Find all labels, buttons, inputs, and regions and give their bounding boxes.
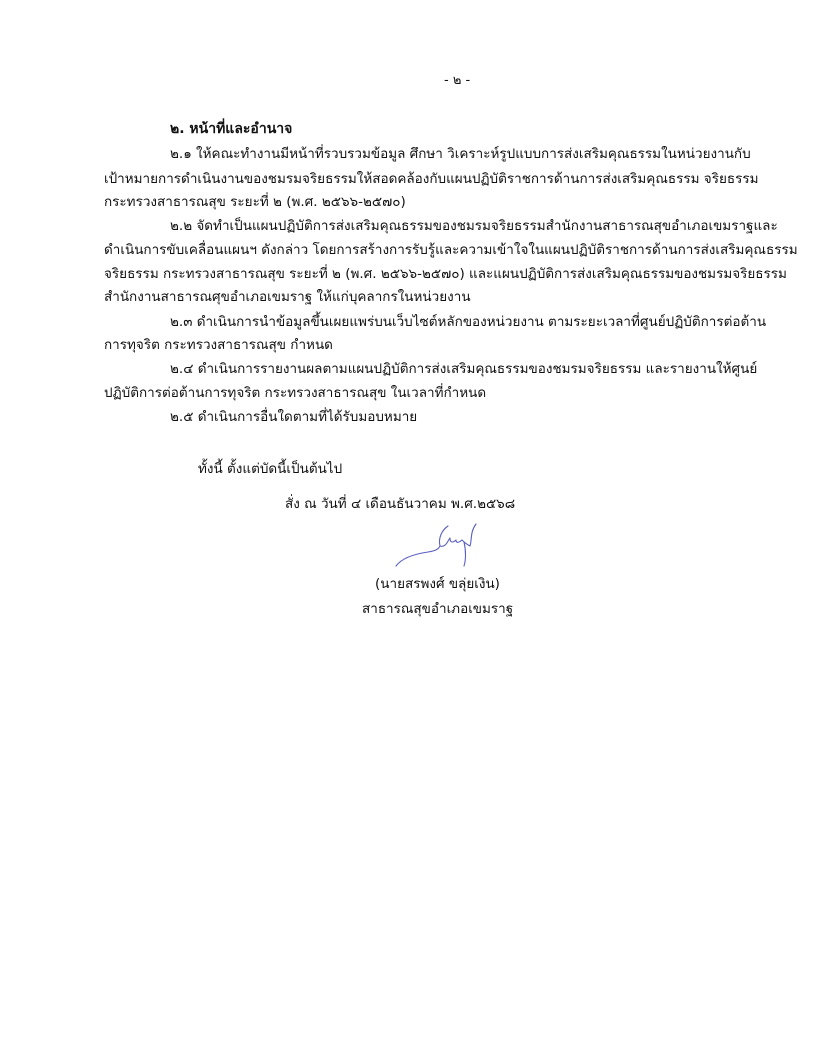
item-2-2-line-4: สำนักงานสาธารณศุขอำเภอเขมราฐ ให้แก่บุคลากรในหน่วยงาน xyxy=(104,289,471,305)
item-2-2-line-3: จริยธรรม กระทรวงสาธารณสุข ระยะที่ ๒ (พ.ศ. ๒๕๖๖-๒๕๗๐) และแผนปฏิบัติการส่งเสริมคุณธรรมของชมรมจริยธรรม xyxy=(104,266,787,282)
item-2-5-line-1: ๒.๕ ดำเนินการอื่นใดตามที่ได้รับมอบหมาย xyxy=(170,409,418,425)
item-2-4-line-2: ปฏิบัติการต่อต้านการทุจริต กระทรวงสาธารณสุข ในเวลาที่กำหนด xyxy=(104,385,487,401)
section-title: ๒. หน้าที่และอำนาจ xyxy=(170,121,293,137)
closing-statement: ทั้งนี้ ตั้งแต่บัดนี้เป็นต้นไป xyxy=(198,461,343,477)
page-number: - ๒ - xyxy=(444,73,471,88)
item-2-2-line-1: ๒.๒ จัดทำเป็นแผนปฏิบัติการส่งเสริมคุณธรรมของชมรมจริยธรรมสำนักงานสาธารณสุขอำเภอเขมราฐและ xyxy=(170,218,778,234)
item-2-2-line-2: ดำเนินการขับเคลื่อนแผนฯ ดังกล่าว โดยการสร้างการรับรู้และความเข้าใจในแผนปฏิบัติราชการด้านการส่งเสริมคุณธรรม xyxy=(104,242,798,258)
item-2-1-line-1: ๒.๑ ให้คณะทำงานมีหน้าที่รวบรวมข้อมูล ศึกษา วิเคราะห์รูปแบบการส่งเสริมคุณธรรมในหน่วยงานกับ xyxy=(170,146,751,162)
signature-image xyxy=(388,520,488,570)
order-date: สั่ง ณ วันที่ ๔ เดือนธันวาคม พ.ศ.๒๕๖๘ xyxy=(285,496,516,512)
signer-title: สาธารณสุขอำเภอเขมราฐ xyxy=(362,601,514,617)
item-2-1-line-3: กระทรวงสาธารณสุข ระยะที่ ๒ (พ.ศ. ๒๕๖๖-๒๕๗๐) xyxy=(104,194,406,210)
item-2-3-line-1: ๒.๓ ดำเนินการนำข้อมูลขึ้นเผยแพร่บนเว็บไซต์หลักของหน่วยงาน ตามระยะเวลาที่ศูนย์ปฏิบัติการต่อต้าน xyxy=(170,314,767,330)
item-2-1-line-2: เป้าหมายการดำเนินงานของชมรมจริยธรรมให้สอดคล้องกับแผนปฏิบัติราชการด้านการส่งเสริมคุณธรรม จริยธรรม xyxy=(104,171,759,187)
signer-name: (นายสรพงศ์ ขลุ่ยเงิน) xyxy=(375,576,500,592)
item-2-3-line-2: การทุจริต กระทรวงสาธารณสุข กำหนด xyxy=(104,337,333,353)
item-2-4-line-1: ๒.๔ ดำเนินการรายงานผลตามแผนปฏิบัติการส่งเสริมคุณธรรมของชมรมจริยธรรม และรายงานให้ศูนย์ xyxy=(170,361,758,377)
